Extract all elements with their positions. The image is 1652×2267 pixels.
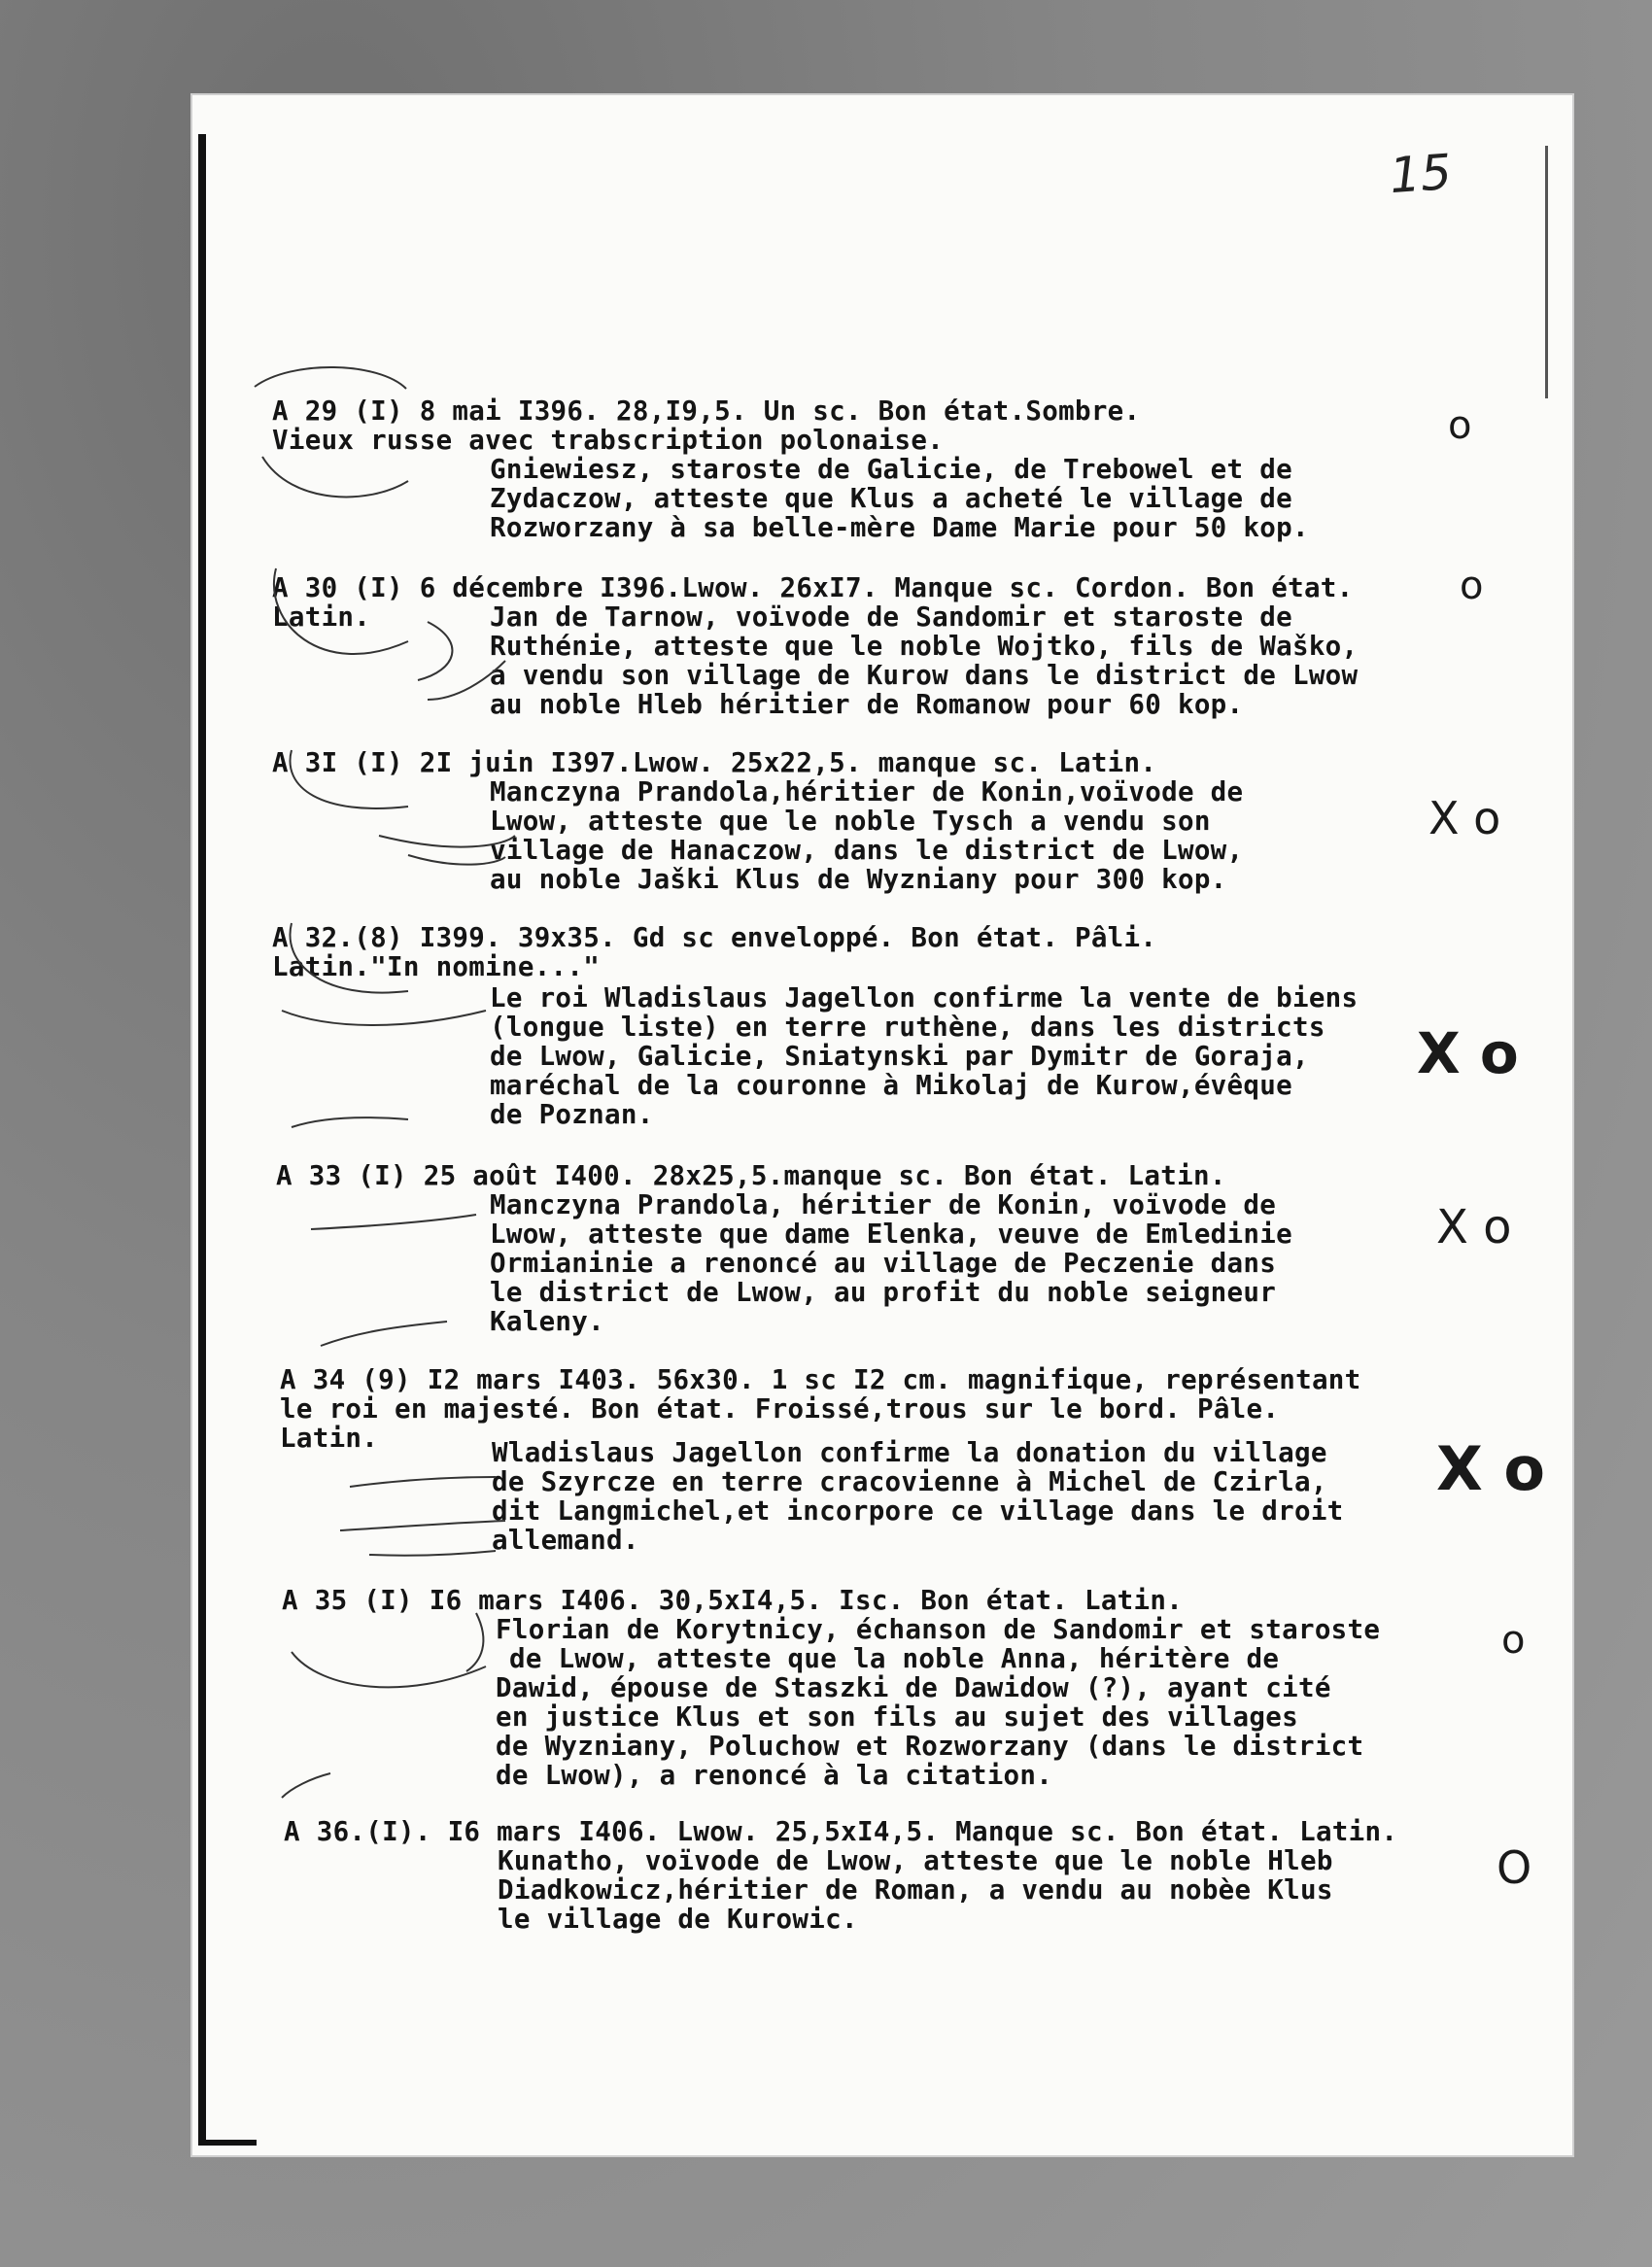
entry-a32-line-1: Le roi Wladislaus Jagellon confirme la vente de biens	[490, 982, 1359, 1013]
entry-a29-head-1: A 29 (I) 8 mai I396. 28,I9,5. Un sc. Bon état.Sombre.	[272, 395, 1141, 427]
entry-a33-head-1: A 33 (I) 25 août I400. 28x25,5.manque sc. Bon état. Latin.	[276, 1160, 1226, 1191]
entry-a30-line-2: Ruthénie, atteste que le noble Wojtko, fils de Waško,	[490, 631, 1359, 662]
page-number: 15	[1388, 143, 1454, 205]
entry-a35-line-5: de Wyzniany, Poluchow et Rozworzany (dans le district	[496, 1731, 1364, 1762]
entry-a32-head-2: Latin."In nomine..."	[272, 951, 601, 982]
entry-a34-line-1: Wladislaus Jagellon confirme la donation du village	[492, 1437, 1327, 1468]
entry-a29-line-3: Rozworzany à sa belle-mère Dame Marie pour 50 kop.	[490, 512, 1309, 543]
entry-a36-margin-mark: O	[1497, 1841, 1532, 1894]
entry-a32-margin-mark: X o	[1417, 1020, 1519, 1086]
entry-a30-head-1: A 30 (I) 6 décembre I396.Lwow. 26xI7. Manque sc. Cordon. Bon état.	[272, 572, 1354, 603]
entry-a36-line-3: le village de Kurowic.	[498, 1904, 858, 1935]
entry-a34-margin-mark: X o	[1436, 1433, 1545, 1504]
entry-a34-line-4: allemand.	[492, 1525, 639, 1556]
entry-a34-head-3: Latin.	[280, 1423, 379, 1454]
entry-a33-line-4: le district de Lwow, au profit du noble seigneur	[490, 1277, 1277, 1308]
entry-a29-line-1: Gniewiesz, staroste de Galicie, de Trebowel et de	[490, 454, 1292, 485]
entry-a36-line-2: Diadkowicz,héritier de Roman, a vendu au nobèe Klus	[498, 1874, 1333, 1906]
entry-a34-head-2: le roi en majesté. Bon état. Froissé,trous sur le bord. Pâle.	[280, 1393, 1280, 1425]
entry-a31-line-2: Lwow, atteste que le noble Tysch a vendu son	[490, 806, 1211, 837]
entry-a29-head-2: Vieux russe avec trabscription polonaise.	[272, 425, 945, 456]
entry-a33-line-2: Lwow, atteste que dame Elenka, veuve de Emledinie	[490, 1219, 1292, 1250]
entry-a32-line-2: (longue liste) en terre ruthène, dans les districts	[490, 1012, 1325, 1043]
entry-a29-line-2: Zydaczow, atteste que Klus a acheté le village de	[490, 483, 1292, 514]
entry-a31-line-1: Manczyna Prandola,héritier de Konin,voïvode de	[490, 776, 1244, 807]
entry-a32-line-5: de Poznan.	[490, 1099, 654, 1130]
entry-a34-line-3: dit Langmichel,et incorpore ce village dans le droit	[492, 1495, 1344, 1527]
entry-a35-line-6: de Lwow), a renoncé à la citation.	[496, 1760, 1053, 1791]
entry-a33-margin-mark: X o	[1436, 1200, 1512, 1254]
entry-a30-aside: Latin.	[272, 601, 371, 633]
entry-a36-head-1: A 36.(I). I6 mars I406. Lwow. 25,5xI4,5. Manque sc. Bon état. Latin.	[284, 1816, 1398, 1847]
entry-a33-line-1: Manczyna Prandola, héritier de Konin, voïvode de	[490, 1189, 1277, 1220]
entry-a30-line-4: au noble Hleb héritier de Romanow pour 60 kop.	[490, 689, 1244, 720]
entry-a32-line-4: maréchal de la couronne à Mikolaj de Kurow,évêque	[490, 1070, 1292, 1101]
entry-a32-line-3: de Lwow, Galicie, Sniatynski par Dymitr de Goraja,	[490, 1041, 1309, 1072]
entry-a35-line-2: de Lwow, atteste que la noble Anna, héritère de	[509, 1643, 1280, 1674]
entry-a31-line-3: village de Hanaczow, dans le district de Lwow,	[490, 835, 1244, 866]
entry-a30-line-1: Jan de Tarnow, voïvode de Sandomir et staroste de	[490, 601, 1292, 633]
entry-a35-line-4: en justice Klus et son fils au sujet des villages	[496, 1701, 1298, 1733]
entry-a35-margin-mark: o	[1501, 1618, 1526, 1663]
entry-a29-margin-mark: o	[1448, 403, 1472, 448]
entry-a36-line-1: Kunatho, voïvode de Lwow, atteste que le noble Hleb	[498, 1845, 1333, 1876]
entry-a32-head-1: A 32.(8) I399. 39x35. Gd sc enveloppé. Bon état. Pâli.	[272, 922, 1157, 953]
entry-a35-head-1: A 35 (I) I6 mars I406. 30,5xI4,5. Isc. Bon état. Latin.	[282, 1585, 1184, 1616]
entry-a31-margin-mark: X o	[1428, 792, 1501, 844]
entry-a35-line-1: Florian de Korytnicy, échanson de Sandomir et staroste	[496, 1614, 1381, 1645]
entry-a35-line-3: Dawid, épouse de Staszki de Dawidow (?), ayant cité	[496, 1672, 1331, 1703]
entry-a30-margin-mark: o	[1460, 564, 1484, 608]
entry-a34-line-2: de Szyrcze en terre cracovienne à Michel de Czirla,	[492, 1466, 1327, 1497]
entry-a31-line-4: au noble Jaški Klus de Wyzniany pour 300 kop.	[490, 864, 1227, 895]
entry-a34-head-1: A 34 (9) I2 mars I403. 56x30. 1 sc I2 cm. magnifique, représentant	[280, 1364, 1361, 1395]
entry-a33-line-3: Ormianinie a renoncé au village de Peczenie dans	[490, 1248, 1277, 1279]
entry-a33-line-5: Kaleny.	[490, 1306, 604, 1337]
entry-a31-head-1: A 3I (I) 2I juin I397.Lwow. 25x22,5. manque sc. Latin.	[272, 747, 1157, 778]
entry-a30-line-3: a vendu son village de Kurow dans le district de Lwow	[490, 660, 1359, 691]
